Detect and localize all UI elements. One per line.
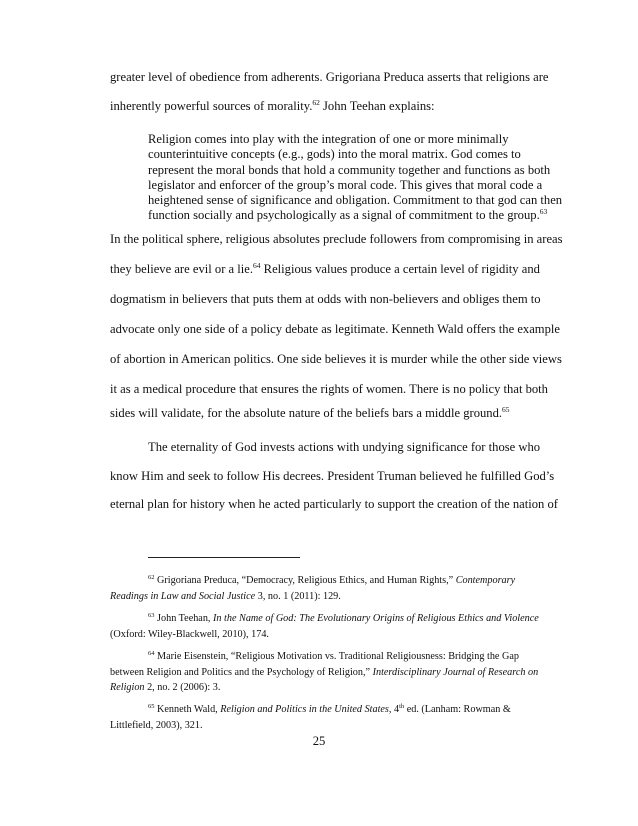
text-run: function socially and psychologically as a signal of commitment to the group. (148, 208, 540, 223)
text-run: legislator and enforcer of the group’s moral code. This gives that moral code a (148, 177, 543, 192)
text-run: of abortion in American politics. One side believes it is murder while the other side views (110, 352, 562, 366)
text-run: know Him and seek to follow His decrees. President Truman believed he fulfilled God’s (110, 469, 555, 483)
text-run: Marie Eisenstein, “Religious Motivation vs. Traditional Religiousness: Bridging the Gap (154, 651, 519, 662)
italic-text: Readings in Law and Social Justice (110, 590, 256, 602)
footnote-separator (148, 557, 300, 558)
footnote (110, 611, 550, 642)
footnote-line (110, 680, 550, 696)
body-line (110, 406, 540, 421)
body-line (110, 70, 549, 85)
text-run: it as a medical procedure that ensures the rights of women. There is no policy that both (110, 382, 548, 396)
footnote-reference: 63 (148, 612, 155, 619)
footnote-line (110, 573, 550, 589)
quote-line (148, 162, 551, 178)
footnote-line (110, 702, 550, 718)
footnote-line (110, 718, 550, 734)
text-run: heightened sense of significance and obligation. Commitment to that god can then (148, 193, 563, 208)
text-run: Kenneth Wald, (154, 704, 221, 715)
page-number: 25 (312, 734, 326, 748)
italic-text: Interdisciplinary Journal of Research on (372, 666, 539, 678)
footnote-reference: 65 (502, 405, 510, 414)
text-run: 3, no. 1 (2011): 129. (255, 590, 341, 602)
footnote-reference: 65 (148, 703, 155, 710)
body-line (110, 469, 555, 484)
italic-text: Religion and Politics in the United States, (220, 704, 392, 715)
text-run: Religion comes into play with the integration of one or more minimally (148, 132, 509, 146)
text-run: they believe are evil or a lie. (110, 262, 254, 276)
quote-line (148, 177, 543, 193)
quote-line (148, 207, 548, 223)
footnote-reference: 63 (539, 207, 548, 217)
text-run: inherently powerful sources of morality. (110, 99, 313, 113)
footnote-line (110, 627, 550, 643)
footnote-reference: 64 (253, 261, 261, 270)
text-run: dogmatism in believers that puts them at odds with non-believers and obliges them to (110, 292, 541, 306)
text-run: (Oxford: Wiley-Blackwell, 2010), 174. (110, 628, 269, 640)
body-line (110, 497, 558, 512)
body-line (110, 382, 548, 397)
footnote-line (110, 611, 550, 627)
text-run: counterintuitive concepts (e.g., gods) into the moral matrix. God comes to (148, 147, 521, 162)
text-run: advocate only one side of a policy debate as legitimate. Kenneth Wald offers the example (110, 322, 560, 336)
text-run: ed. (Lanham: Rowman & (404, 704, 511, 715)
italic-text: Contemporary (455, 575, 516, 586)
quote-line (148, 193, 563, 208)
italic-text: In the Name of God: The Evolutionary Origins of Religious Ethics and Violence (213, 613, 539, 624)
text-run: In the political sphere, religious absolutes preclude followers from compromising in areas (110, 232, 563, 246)
footnote-line (110, 665, 550, 681)
body-line (110, 352, 562, 367)
text-run: 2, no. 2 (2006): 3. (144, 682, 221, 693)
footnote-reference: 62 (148, 574, 155, 581)
quote-line (148, 132, 528, 147)
text-run: between Religion and Politics and the Psychology of Religion,” (110, 666, 373, 678)
text-run: sides will validate, for the absolute nature of the beliefs bars a middle ground. (110, 406, 503, 420)
footnote-line (110, 589, 550, 605)
body-line (110, 99, 540, 114)
body-line (110, 322, 560, 337)
body-line (148, 440, 578, 455)
footnote-line (110, 649, 550, 665)
footnote-reference: 62 (312, 98, 320, 107)
body-line (110, 232, 563, 247)
text-run: Religious values produce a certain level of rigidity and (260, 262, 540, 276)
text-run: John Teehan explains: (319, 99, 435, 113)
footnote-reference: th (399, 703, 405, 710)
italic-text: Religion (110, 682, 145, 693)
text-run: represent the moral bonds that hold a community together and functions as both (148, 162, 551, 177)
footnote (110, 573, 550, 604)
text-run: eternal plan for history when he acted particularly to support the creation of the nation of (110, 497, 558, 511)
text-run: greater level of obedience from adherents. Grigoriana Preduca asserts that religions are (110, 70, 549, 84)
quote-line (148, 147, 528, 162)
block-quote (148, 132, 563, 224)
text-run: Grigoriana Preduca, “Democracy, Religious Ethics, and Human Rights,” (154, 575, 456, 586)
body-line (110, 262, 540, 277)
text-run: Littlefield, 2003), 321. (110, 719, 203, 731)
text-run: John Teehan, (154, 613, 214, 624)
text-run: The eternality of God invests actions with undying significance for those who (148, 440, 541, 454)
footnote (110, 649, 550, 696)
footnote-reference: 64 (148, 650, 155, 657)
text-run: 4 (391, 704, 400, 715)
body-line (110, 292, 540, 307)
footnote (110, 702, 550, 733)
